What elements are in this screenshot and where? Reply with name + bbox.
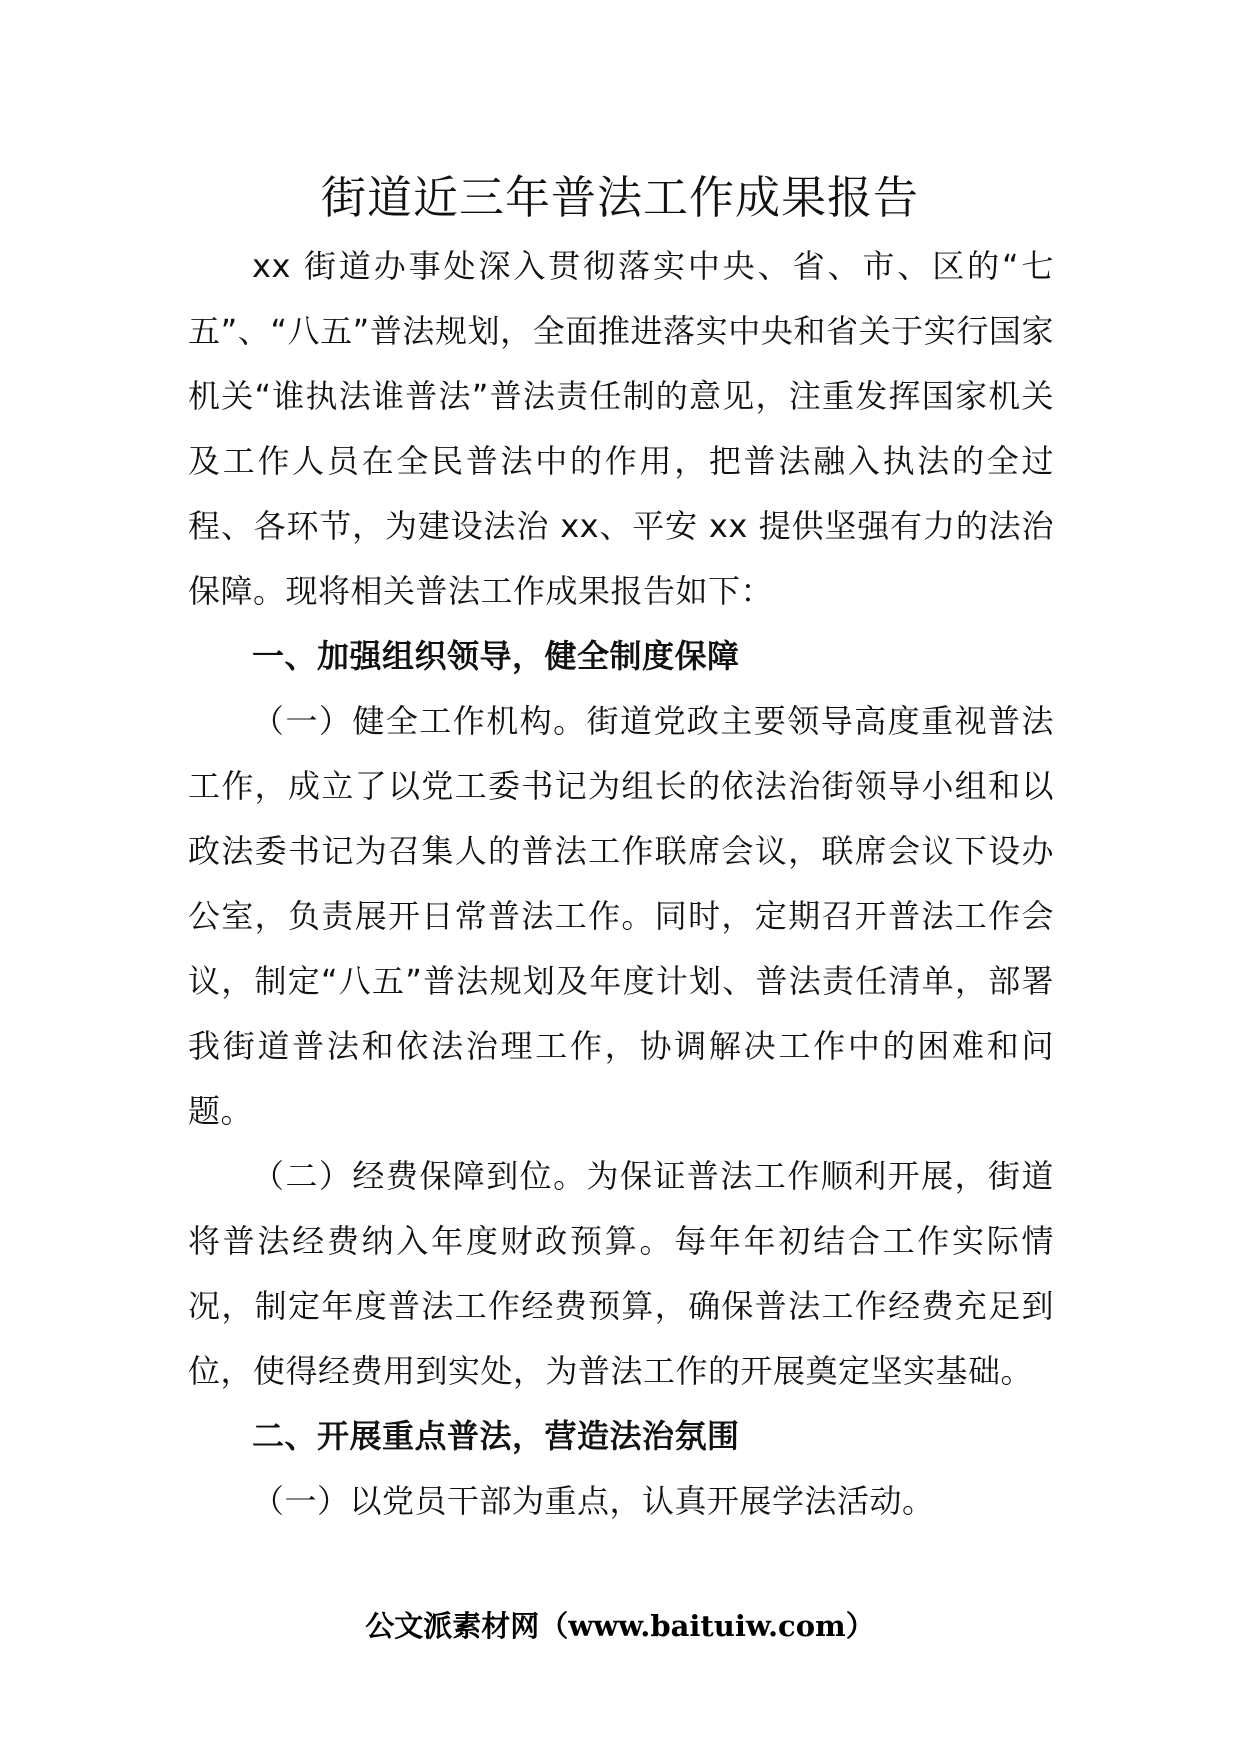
- intro-paragraph: xx 街道办事处深入贯彻落实中央、省、市、区的“七五”、“八五”普法规划，全面推进落实中央和省关于实行国家机关“谁执法谁普法”普法责任制的意见，注重发挥国家机关及工作人员在全民普法中的作用，把普法融入执法的全过程、各环节，为建设法治 xx、平安 xx 提供坚强有力的法治保障。现将相关普法工作成果报告如下：: [188, 247, 1054, 610]
- section-heading-1: 一、加强组织领导，健全制度保障: [252, 637, 740, 675]
- subsection-paragraph-2-1: （一）以党员干部为重点，认真开展学法活动。: [252, 1482, 935, 1520]
- section-heading-2: 二、开展重点普法，营造法治氛围: [252, 1417, 740, 1455]
- footer-watermark: 公文派素材网（www.baituiw.com）: [365, 1609, 875, 1643]
- document-body: [188, 234, 1054, 1534]
- subsection-paragraph-1-1: （一）健全工作机构。街道党政主要领导高度重视普法工作，成立了以党工委书记为组长的依法治街领导小组和以政法委书记为召集人的普法工作联席会议，联席会议下设办公室，负责展开日常普法工作。同时，定期召开普法工作会议，制定“八五”普法规划及年度计划、普法责任清单，部署我街道普法和依法治理工作，协调解决工作中的困难和问题。: [188, 702, 1054, 1130]
- subsection-paragraph-1-2: （二）经费保障到位。为保证普法工作顺利开展，街道将普法经费纳入年度财政预算。每年年初结合工作实际情况，制定年度普法工作经费预算，确保普法工作经费充足到位，使得经费用到实处，为普法工作的开展奠定坚实基础。: [188, 1157, 1054, 1390]
- document-title: 街道近三年普法工作成果报告: [320, 171, 919, 224]
